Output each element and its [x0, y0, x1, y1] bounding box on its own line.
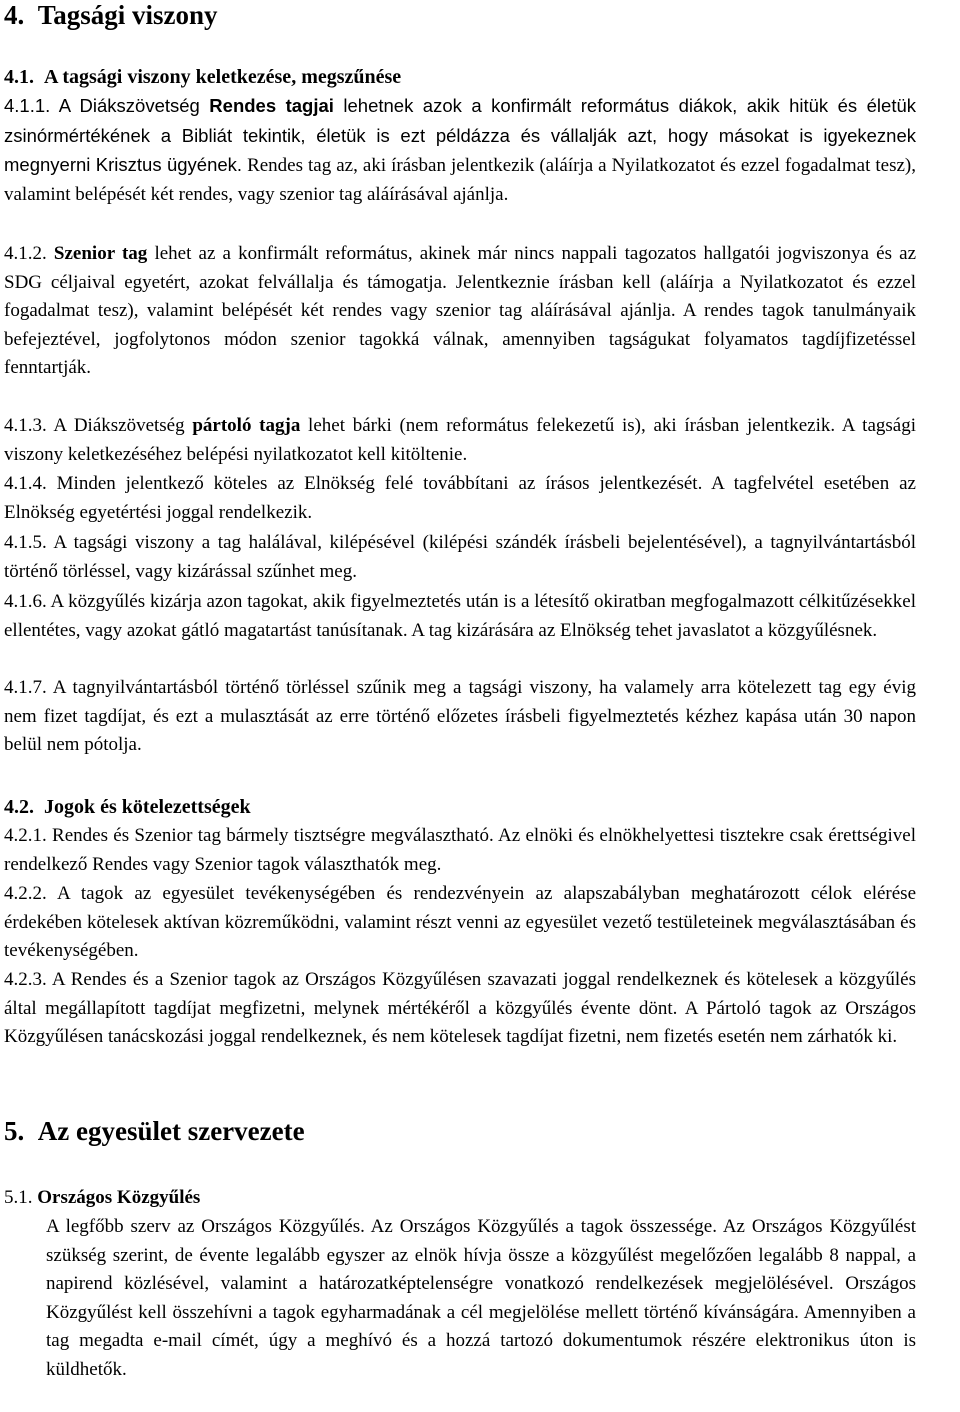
paragraph-number: 4.1.2.: [4, 243, 47, 264]
paragraph-text: A tagsági viszony a tag halálával, kilépésével (kilépési szándék írásbeli bejelentésével), a tagnyilvántartásból történő törléssel, vagy kizárással szűnhet meg.: [4, 532, 916, 582]
paragraph-4-2-1: [4, 822, 916, 879]
bold-term: pártoló tagja: [192, 415, 301, 436]
paragraph-text: A Diákszövetség: [46, 415, 193, 436]
paragraph-number: 4.2.1.: [4, 825, 47, 846]
section-number: 5.: [4, 1116, 25, 1146]
paragraph-text: Minden jelentkező köteles az Elnökség felé továbbítani az írásos jelentkezését. A tagfelvétel esetében az Elnökség egyetértési joggal rendelkezik.: [4, 473, 916, 523]
subsection-title: A tagsági viszony keletkezése, megszűnése: [44, 66, 402, 88]
paragraph-number: 4.1.3.: [4, 415, 47, 436]
paragraph-text: A legfőbb szerv az Országos Közgyűlés. Az Országos Közgyűlés a tagok összessége. Az Országos Közgyűlést szükség szerint, de évente legalább egyszer az elnök hívja össze a közgyűlést megelőzően legalább 8 nappal, a napirend közlésével, valamint a határozatképtelenségre vonatkozó rendelkezések megjelölésével. Országos Közgyűlést kell összehívni a tagok egyharmadának a cél megjelölése mellett történő kívánságára. Amennyiben a tag megadta e-mail címét, úgy a meghívó és a hozzá tartozó dokumentumok részére elektronikus úton is küldhetők.: [46, 1216, 916, 1380]
paragraph-number: 4.1.4.: [4, 473, 47, 494]
paragraph-4-2-2: [4, 880, 916, 966]
paragraph-text: A közgyűlés kizárja azon tagokat, akik figyelmeztetés után is a létesítő okiratban megfogalmazott célkitűzésekkel ellentétes, vagy azokat gátló magatartást tanúsítanak. A tag kizárására az Elnökség tehet javaslatot a közgyűlésnek.: [4, 591, 916, 641]
subsection-title: Országos Közgyűlés: [37, 1187, 201, 1208]
paragraph-number: 4.2.3.: [4, 969, 47, 990]
paragraph-text: lehet az a konfirmált református, akinek már nincs nappali tagozatos hallgatói jogviszonya és az SDG céljaival egyetért, azokat felvállalja és támogatja. Jelentkeznie írásban kell (aláírja a Nyilatkozatot és ezzel fogadalmat tesz), valamint belépését két rendes vagy szenior tag aláírásával ajánlja. A rendes tagok tanulmányaik befejeztével, jogfolytonos módon szenior tagokká válnak, amennyiben tagságukat folyamatos tagdíjfizetéssel fenntartják.: [4, 243, 916, 379]
paragraph-number: 4.1.7.: [4, 677, 47, 698]
subsection-number: 5.1.: [4, 1187, 33, 1208]
paragraph-text: Rendes tag az, aki írásban jelentkezik (aláírja a Nyilatkozatot és ezzel fogadalmat tesz), valamint belépését két rendes, vagy szenior tag aláírásával ajánlja.: [4, 155, 916, 205]
paragraph-text: A Rendes és a Szenior tagok az Országos Közgyűlésen szavazati joggal rendelkeznek és kötelesek a közgyűlés által megállapított tagdíjat megfizetni, melynek mértékéről a közgyűlés évente dönt. A Pártoló tagok az Országos Közgyűlésen tanácskozási joggal rendelkeznek, és nem kötelesek tagdíjat fizetni, nem fizetés esetén nem zárhatók ki.: [4, 969, 916, 1048]
paragraph-text: A Diákszövetség: [50, 95, 210, 116]
subsection-number: 4.2.: [4, 796, 34, 818]
subsection-5-1-heading: [4, 1184, 200, 1213]
paragraph-4-1-4: [4, 470, 916, 527]
paragraph-4-1-6: [4, 588, 916, 645]
paragraph-4-1-2: [4, 240, 916, 383]
section-title: Tagsági viszony: [37, 0, 218, 30]
section-4-heading: [4, 0, 218, 31]
section-title: Az egyesület szervezete: [37, 1116, 305, 1146]
section-number: 4.: [4, 0, 25, 30]
paragraph-number: 4.1.5.: [4, 532, 47, 553]
paragraph-text: lehet bárki (nem református felekezetű is), aki írásban jelentkezik. A tagsági viszony keletkezéséhez belépési nyilatkozatot kell kitöltenie.: [4, 415, 916, 465]
paragraph-number: 4.1.1.: [4, 95, 51, 116]
paragraph-4-1-7: [4, 674, 916, 760]
paragraph-text: Rendes és Szenior tag bármely tisztségre megválasztható. Az elnöki és elnökhelyettesi tisztekre csak érettségivel rendelkező Rendes vagy Szenior tagok választhatók meg.: [4, 825, 916, 875]
paragraph-4-1-5: [4, 529, 916, 586]
subsection-4-1-heading: [4, 66, 401, 89]
subsection-title: Jogok és kötelezettségek: [44, 796, 251, 818]
section-5-heading: [4, 1116, 305, 1147]
bold-term: Szenior tag: [53, 243, 148, 264]
bold-term: Rendes tagjai: [209, 95, 334, 116]
paragraph-5-1: [4, 1213, 916, 1385]
subsection-4-2-heading: [4, 796, 251, 819]
paragraph-text: A tagnyilvántartásból történő törléssel szűnik meg a tagsági viszony, ha valamely arra kötelezett tag egy évig nem fizet tagdíjat, és ezt a mulasztását az erre történő előzetes írásbeli figyelmeztetés kézhez kapása után 30 napon belül nem pótolja.: [4, 677, 916, 756]
paragraph-number: 4.2.2.: [4, 883, 47, 904]
paragraph-4-1-1: [4, 92, 916, 209]
paragraph-number: 4.1.6.: [4, 591, 47, 612]
paragraph-4-1-3: [4, 412, 916, 469]
subsection-number: 4.1.: [4, 66, 34, 88]
paragraph-text: lehetnek azok a konfirmált református diákok, akik hitük és életük zsinórmértékének a Bibliát tekintik, életük is ezt példázza és vállalják azt, hogy másokat is igyekeznek megnyerni Krisztus ügyének.: [4, 95, 916, 176]
paragraph-4-2-3: [4, 966, 916, 1052]
paragraph-text: A tagok az egyesület tevékenységében és rendezvényein az alapszabályban meghatározott célok elérése érdekében kötelesek aktívan közreműködni, valamint részt venni az egyesület vezető testületeinek megválasztásában és tevékenységében.: [4, 883, 916, 962]
